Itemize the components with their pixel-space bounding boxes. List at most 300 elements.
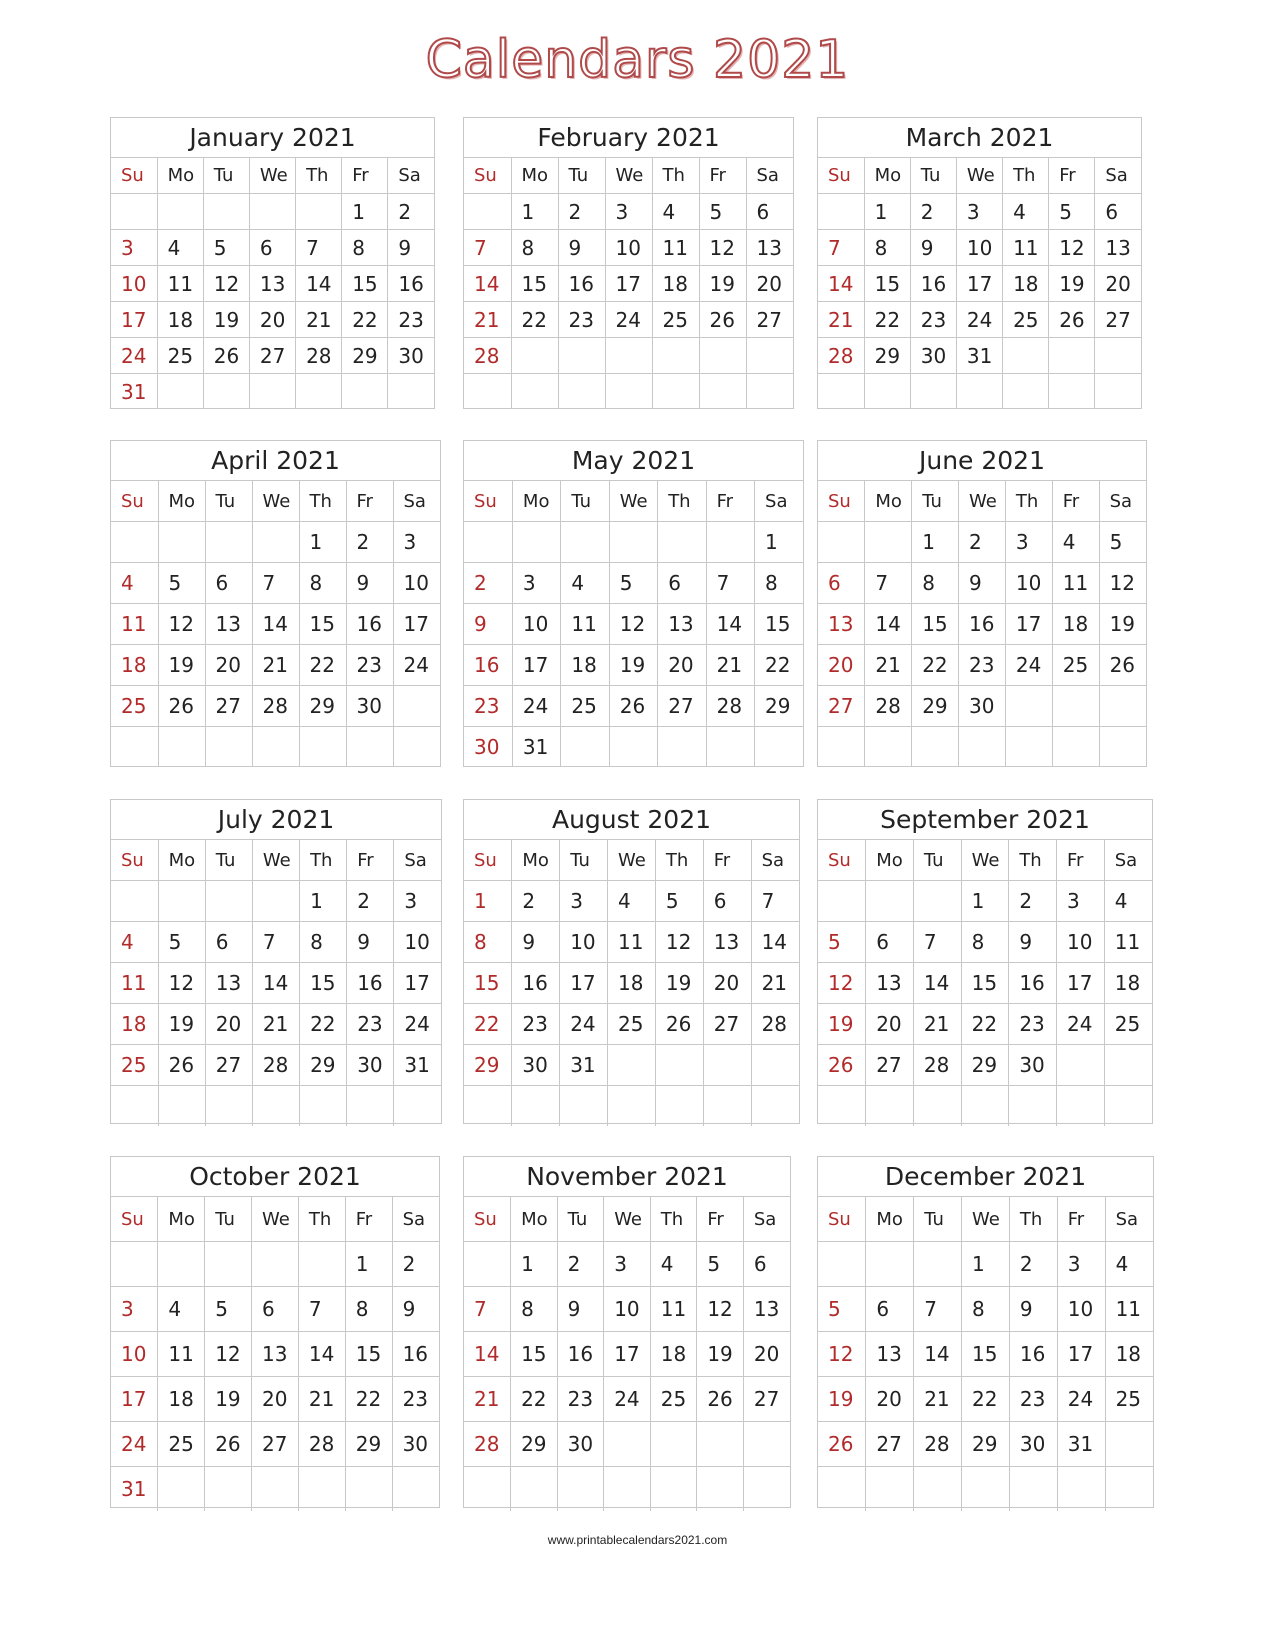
day-cell: 2: [1009, 881, 1057, 922]
weekday-label: Mo: [158, 840, 205, 881]
weekday-label: Su: [111, 158, 157, 194]
month-calendar: [463, 440, 804, 767]
day-cell: [392, 1467, 439, 1512]
day-cell: 5: [158, 922, 205, 963]
weekday-header-row: [818, 158, 1141, 194]
weekday-label: Fr: [347, 840, 394, 881]
day-cell: [205, 1467, 252, 1512]
day-cell: 23: [1009, 1377, 1057, 1422]
month-table: [111, 840, 441, 1126]
day-cell: 13: [818, 604, 865, 645]
day-cell: 22: [300, 1004, 347, 1045]
weekday-header-row: [818, 1197, 1153, 1242]
weekday-label: Tu: [203, 158, 249, 194]
day-cell: [818, 194, 864, 230]
week-row: [464, 881, 799, 922]
weekday-label: We: [956, 158, 1002, 194]
day-cell: [706, 727, 754, 768]
day-cell: 1: [299, 522, 346, 563]
day-cell: [464, 1242, 511, 1287]
day-cell: 11: [157, 266, 203, 302]
week-row: [464, 727, 803, 768]
day-cell: 1: [961, 881, 1009, 922]
day-cell: [652, 374, 699, 410]
weekday-label: Th: [658, 481, 706, 522]
day-cell: [866, 1467, 914, 1512]
day-cell: 8: [300, 922, 347, 963]
day-cell: 10: [512, 604, 560, 645]
day-cell: 21: [252, 1004, 299, 1045]
day-cell: 17: [512, 645, 560, 686]
day-cell: 16: [910, 266, 956, 302]
day-cell: 1: [464, 881, 512, 922]
day-cell: 3: [956, 194, 1002, 230]
day-cell: 13: [658, 604, 706, 645]
day-cell: 12: [203, 266, 249, 302]
week-row: [818, 922, 1152, 963]
day-cell: 4: [111, 922, 158, 963]
day-cell: 24: [393, 645, 440, 686]
day-cell: 23: [558, 302, 605, 338]
month-calendar: [817, 117, 1142, 409]
day-cell: 29: [464, 1045, 512, 1086]
day-cell: 14: [252, 604, 299, 645]
weekday-label: Th: [299, 481, 346, 522]
day-cell: [511, 338, 558, 374]
day-cell: [393, 686, 440, 727]
week-row: [818, 266, 1141, 302]
day-cell: 1: [864, 194, 910, 230]
day-cell: 22: [299, 645, 346, 686]
day-cell: 30: [1009, 1422, 1057, 1467]
day-cell: [512, 522, 560, 563]
weekday-label: We: [604, 1197, 651, 1242]
week-row: [111, 922, 441, 963]
day-cell: [157, 374, 203, 410]
day-cell: 14: [865, 604, 912, 645]
day-cell: 4: [157, 230, 203, 266]
day-cell: 7: [706, 563, 754, 604]
day-cell: 13: [252, 1332, 299, 1377]
day-cell: 26: [158, 686, 205, 727]
day-cell: 2: [558, 194, 605, 230]
day-cell: [818, 1467, 866, 1512]
day-cell: [203, 374, 249, 410]
weekday-header-row: [111, 481, 440, 522]
day-cell: 27: [866, 1045, 914, 1086]
day-cell: 10: [393, 563, 440, 604]
day-cell: 6: [743, 1242, 790, 1287]
week-row: [818, 194, 1141, 230]
month-title: August 2021: [464, 800, 799, 840]
weekday-label: Th: [298, 1197, 345, 1242]
day-cell: 23: [512, 1004, 560, 1045]
week-row: [111, 266, 434, 302]
day-cell: 19: [818, 1004, 866, 1045]
day-cell: 16: [1009, 963, 1057, 1004]
weekday-label: Su: [464, 481, 512, 522]
day-cell: [865, 522, 912, 563]
day-cell: 25: [1003, 302, 1049, 338]
week-row: [111, 1004, 441, 1045]
day-cell: 11: [1052, 563, 1099, 604]
day-cell: 21: [914, 1377, 962, 1422]
week-row: [111, 374, 434, 410]
weekday-label: Su: [818, 840, 866, 881]
day-cell: 20: [746, 266, 793, 302]
weekday-label: We: [959, 481, 1006, 522]
weekday-label: Su: [464, 158, 511, 194]
day-cell: 7: [818, 230, 864, 266]
weekday-label: We: [252, 840, 299, 881]
week-row: [111, 645, 440, 686]
day-cell: [866, 881, 914, 922]
day-cell: [560, 1086, 608, 1127]
day-cell: 4: [1003, 194, 1049, 230]
day-cell: [605, 374, 652, 410]
day-cell: [650, 1422, 697, 1467]
weekday-label: We: [608, 840, 656, 881]
weekday-label: Th: [652, 158, 699, 194]
day-cell: [604, 1422, 651, 1467]
day-cell: [1003, 374, 1049, 410]
day-cell: [205, 1086, 252, 1127]
day-cell: 8: [961, 922, 1009, 963]
day-cell: 6: [866, 1287, 914, 1332]
weekday-header-row: [464, 840, 799, 881]
day-cell: [818, 374, 864, 410]
month-table: [464, 158, 793, 409]
day-cell: 3: [1057, 1242, 1105, 1287]
day-cell: 7: [913, 922, 961, 963]
week-row: [111, 1332, 439, 1377]
day-cell: [913, 881, 961, 922]
day-cell: [557, 1467, 604, 1512]
day-cell: 15: [961, 963, 1009, 1004]
day-cell: 20: [866, 1004, 914, 1045]
day-cell: 20: [205, 645, 252, 686]
day-cell: 13: [205, 604, 252, 645]
day-cell: 31: [512, 727, 560, 768]
day-cell: 1: [962, 1242, 1010, 1287]
day-cell: [1009, 1086, 1057, 1127]
day-cell: 11: [561, 604, 609, 645]
month-calendar: [463, 799, 800, 1124]
day-cell: 10: [956, 230, 1002, 266]
day-cell: 23: [1009, 1004, 1057, 1045]
day-cell: 17: [1057, 1332, 1105, 1377]
day-cell: [158, 727, 205, 768]
day-cell: 3: [605, 194, 652, 230]
day-cell: 21: [296, 302, 342, 338]
day-cell: 23: [959, 645, 1006, 686]
day-cell: [961, 1086, 1009, 1127]
weekday-label: We: [252, 481, 299, 522]
day-cell: 12: [655, 922, 703, 963]
weekday-label: Th: [296, 158, 342, 194]
weekday-label: Fr: [703, 840, 751, 881]
day-cell: 5: [205, 1287, 252, 1332]
week-row: [818, 1287, 1153, 1332]
weekday-label: Tu: [560, 840, 608, 881]
day-cell: 21: [464, 302, 511, 338]
day-cell: 28: [914, 1422, 962, 1467]
weekday-label: Th: [1005, 481, 1052, 522]
week-row: [111, 1467, 439, 1512]
day-cell: 8: [299, 563, 346, 604]
day-cell: 5: [697, 1242, 744, 1287]
day-cell: 2: [464, 563, 512, 604]
day-cell: 18: [608, 963, 656, 1004]
day-cell: [111, 727, 158, 768]
day-cell: 14: [706, 604, 754, 645]
week-row: [818, 881, 1152, 922]
day-cell: 8: [864, 230, 910, 266]
month-title: March 2021: [818, 118, 1141, 158]
day-cell: 19: [158, 1004, 205, 1045]
day-cell: 18: [157, 302, 203, 338]
month-title: December 2021: [818, 1157, 1153, 1197]
day-cell: 21: [913, 1004, 961, 1045]
day-cell: 12: [158, 963, 205, 1004]
day-cell: 20: [1095, 266, 1141, 302]
day-cell: 26: [1049, 302, 1095, 338]
day-cell: 5: [699, 194, 746, 230]
weekday-label: Tu: [205, 481, 252, 522]
day-cell: 13: [746, 230, 793, 266]
weekday-header-row: [464, 158, 793, 194]
day-cell: 18: [650, 1332, 697, 1377]
day-cell: 9: [557, 1287, 604, 1332]
weekday-label: Mo: [158, 1197, 205, 1242]
day-cell: 30: [392, 1422, 439, 1467]
week-row: [818, 1332, 1153, 1377]
day-cell: 2: [392, 1242, 439, 1287]
week-row: [464, 604, 803, 645]
day-cell: [158, 1242, 205, 1287]
week-row: [464, 686, 803, 727]
day-cell: 29: [755, 686, 803, 727]
weekday-label: Sa: [392, 1197, 439, 1242]
day-cell: 17: [956, 266, 1002, 302]
day-cell: [699, 338, 746, 374]
day-cell: 29: [342, 338, 388, 374]
weekday-label: Fr: [706, 481, 754, 522]
day-cell: [609, 727, 657, 768]
day-cell: 23: [346, 645, 393, 686]
day-cell: [1003, 338, 1049, 374]
day-cell: 14: [296, 266, 342, 302]
weekday-label: Mo: [158, 481, 205, 522]
day-cell: [296, 374, 342, 410]
day-cell: 8: [342, 230, 388, 266]
week-row: [818, 1377, 1153, 1422]
weekday-label: Tu: [914, 1197, 962, 1242]
day-cell: 28: [296, 338, 342, 374]
day-cell: 20: [658, 645, 706, 686]
month-calendar: [110, 1156, 440, 1508]
day-cell: [818, 727, 865, 768]
day-cell: [205, 522, 252, 563]
day-cell: 9: [346, 563, 393, 604]
week-row: [464, 1086, 799, 1127]
day-cell: 3: [111, 230, 157, 266]
day-cell: 4: [650, 1242, 697, 1287]
day-cell: 2: [1009, 1242, 1057, 1287]
day-cell: 29: [299, 686, 346, 727]
weekday-label: Su: [464, 1197, 511, 1242]
day-cell: 1: [300, 881, 347, 922]
day-cell: 23: [392, 1377, 439, 1422]
day-cell: 11: [1003, 230, 1049, 266]
day-cell: 27: [205, 686, 252, 727]
month-title: June 2021: [818, 441, 1146, 481]
weekday-header-row: [111, 1197, 439, 1242]
day-cell: [655, 1086, 703, 1127]
day-cell: [1005, 727, 1052, 768]
day-cell: 2: [347, 881, 394, 922]
day-cell: 22: [755, 645, 803, 686]
month-title: July 2021: [111, 800, 441, 840]
day-cell: 23: [347, 1004, 394, 1045]
day-cell: 22: [511, 1377, 558, 1422]
day-cell: 12: [205, 1332, 252, 1377]
day-cell: 30: [346, 686, 393, 727]
day-cell: 20: [252, 1377, 299, 1422]
day-cell: 20: [249, 302, 295, 338]
day-cell: 13: [249, 266, 295, 302]
day-cell: 17: [394, 963, 441, 1004]
day-cell: 21: [751, 963, 799, 1004]
day-cell: 25: [1104, 1004, 1152, 1045]
week-row: [818, 604, 1146, 645]
week-row: [818, 563, 1146, 604]
weekday-label: Mo: [511, 1197, 558, 1242]
day-cell: 12: [697, 1287, 744, 1332]
day-cell: [157, 194, 203, 230]
day-cell: 16: [558, 266, 605, 302]
weekday-label: Sa: [1104, 840, 1152, 881]
day-cell: 8: [345, 1287, 392, 1332]
week-row: [111, 727, 440, 768]
day-cell: [743, 1422, 790, 1467]
day-cell: 25: [157, 338, 203, 374]
day-cell: 13: [743, 1287, 790, 1332]
day-cell: 22: [912, 645, 959, 686]
day-cell: 11: [111, 963, 158, 1004]
weekday-label: Fr: [345, 1197, 392, 1242]
week-row: [818, 1086, 1152, 1127]
day-cell: 5: [818, 922, 866, 963]
day-cell: 12: [818, 1332, 866, 1377]
weekday-label: Th: [300, 840, 347, 881]
day-cell: 4: [608, 881, 656, 922]
day-cell: 10: [1057, 922, 1105, 963]
day-cell: 18: [1105, 1332, 1153, 1377]
day-cell: 29: [962, 1422, 1010, 1467]
day-cell: 18: [1052, 604, 1099, 645]
week-row: [818, 1045, 1152, 1086]
day-cell: 6: [252, 1287, 299, 1332]
day-cell: 8: [962, 1287, 1010, 1332]
day-cell: 31: [111, 374, 157, 410]
week-row: [111, 963, 441, 1004]
day-cell: 31: [560, 1045, 608, 1086]
day-cell: [1057, 1086, 1105, 1127]
day-cell: 30: [1009, 1045, 1057, 1086]
day-cell: [1005, 686, 1052, 727]
day-cell: 15: [962, 1332, 1010, 1377]
day-cell: 14: [252, 963, 299, 1004]
day-cell: 22: [511, 302, 558, 338]
day-cell: 27: [703, 1004, 751, 1045]
day-cell: 21: [865, 645, 912, 686]
day-cell: 22: [345, 1377, 392, 1422]
day-cell: 21: [298, 1377, 345, 1422]
day-cell: 15: [511, 266, 558, 302]
week-row: [464, 1467, 790, 1512]
day-cell: 15: [464, 963, 512, 1004]
weekday-label: We: [252, 1197, 299, 1242]
day-cell: 24: [956, 302, 1002, 338]
week-row: [818, 1004, 1152, 1045]
day-cell: 15: [912, 604, 959, 645]
day-cell: [609, 522, 657, 563]
week-row: [111, 686, 440, 727]
weekday-label: We: [605, 158, 652, 194]
week-row: [464, 1332, 790, 1377]
day-cell: [300, 1086, 347, 1127]
day-cell: 29: [300, 1045, 347, 1086]
day-cell: 30: [512, 1045, 560, 1086]
week-row: [111, 1377, 439, 1422]
day-cell: 16: [1009, 1332, 1057, 1377]
day-cell: [1052, 727, 1099, 768]
day-cell: [1104, 1045, 1152, 1086]
day-cell: 3: [111, 1287, 158, 1332]
day-cell: [697, 1422, 744, 1467]
day-cell: 27: [205, 1045, 252, 1086]
day-cell: [111, 194, 157, 230]
week-row: [111, 522, 440, 563]
day-cell: 7: [464, 1287, 511, 1332]
day-cell: 25: [158, 1422, 205, 1467]
day-cell: [511, 1467, 558, 1512]
day-cell: [746, 374, 793, 410]
day-cell: 3: [560, 881, 608, 922]
day-cell: 15: [300, 963, 347, 1004]
month-table: [818, 840, 1152, 1126]
day-cell: [205, 1242, 252, 1287]
day-cell: 7: [914, 1287, 962, 1332]
weekday-label: Tu: [558, 158, 605, 194]
day-cell: 28: [464, 338, 511, 374]
day-cell: 17: [111, 1377, 158, 1422]
weekday-label: Sa: [751, 840, 799, 881]
day-cell: 28: [706, 686, 754, 727]
day-cell: 23: [910, 302, 956, 338]
day-cell: 2: [910, 194, 956, 230]
day-cell: 25: [1105, 1377, 1153, 1422]
day-cell: 21: [818, 302, 864, 338]
day-cell: 19: [818, 1377, 866, 1422]
day-cell: [751, 1045, 799, 1086]
weekday-header-row: [111, 158, 434, 194]
day-cell: 1: [912, 522, 959, 563]
day-cell: 14: [751, 922, 799, 963]
day-cell: 7: [296, 230, 342, 266]
weekday-label: Fr: [1057, 840, 1105, 881]
